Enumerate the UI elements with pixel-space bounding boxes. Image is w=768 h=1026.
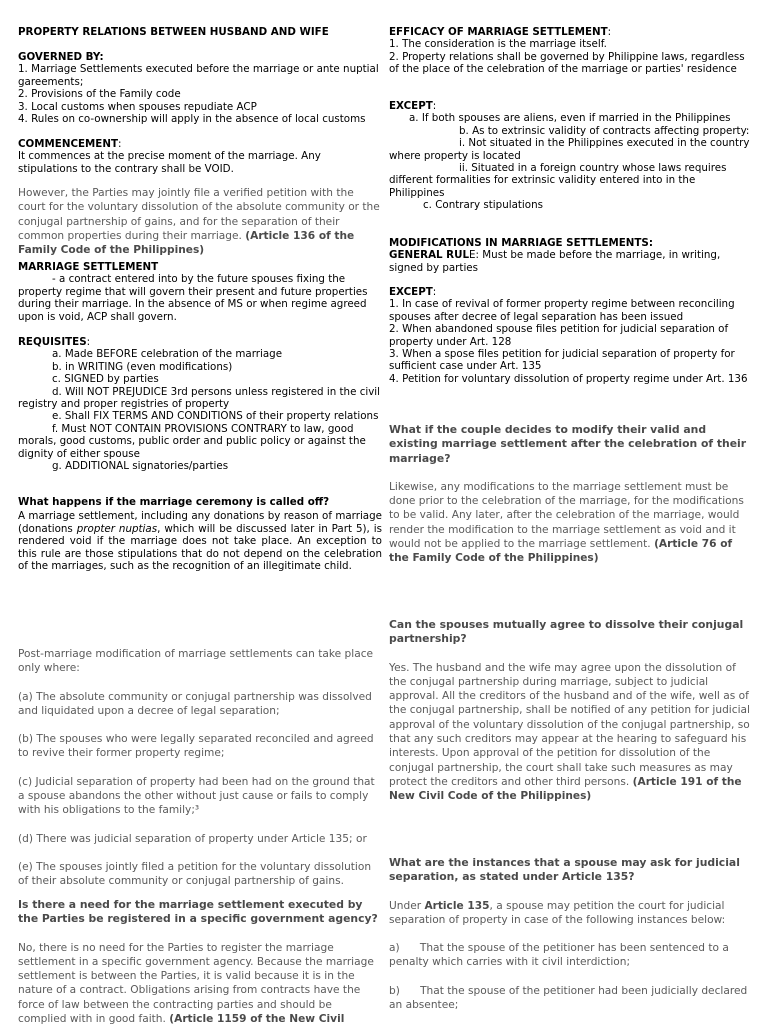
marriage-settlement-heading: MARRIAGE SETTLEMENT — [18, 261, 159, 273]
except-heading-1: EXCEPT — [389, 100, 433, 112]
efficacy-item: 2. Property relations shall be governed by Philippine laws, regardless of the place of the celebration of the marriage or parties' residence — [389, 50, 745, 76]
post-marriage-item-e: (e) The spouses jointly filed a petition for the voluntary dissolution of their absolute community or conjugal partnership of gains. — [18, 860, 372, 888]
register-text: No, there is no need for the Parties to register the marriage settlement in a specific government agency. Because the marriage settlement is between the Parties, it is valid because it is in the nature of a contract. Obligations arising from contracts have the force of law between the contracting parties and should be complied with in good faith. — [18, 941, 374, 1026]
requisite-item: g. ADDITIONAL signatories/parties — [52, 460, 229, 473]
modifications-section — [389, 237, 751, 274]
article-136-citation: (Article 136 of the Family Code of the Philippines) — [18, 229, 355, 257]
called-off-question: What happens if the marriage ceremony is called off? — [18, 496, 330, 508]
modify-question: What if the couple decides to modify their valid and existing marriage settlement after the celebration of their marriage? — [389, 423, 747, 465]
post-marriage-item-d: (d) There was judicial separation of property under Article 135; or — [18, 832, 367, 845]
governed-item: 3. Local customs when spouses repudiate ACP — [18, 100, 257, 113]
post-marriage-intro: Post-marriage modification of marriage settlements can take place only where: — [18, 648, 374, 675]
commencement-section: COMMENCEMENT: It commences at the precise moment of the marriage. Any stipulations to the contrary shall be VOID. — [18, 138, 382, 175]
except-item-ii: ii. Situated in a foreign country whose laws requires different formalities for extrinsic validity entered into in the Philippines — [389, 162, 727, 199]
marriage-settlement-section — [18, 261, 382, 323]
except-heading-2: EXCEPT — [389, 286, 433, 298]
except-item-b: b. As to extrinsic validity of contracts affecting property: — [459, 124, 750, 137]
instance-a-label: a) — [389, 942, 400, 955]
modify-answer: Likewise, any modifications to the marriage settlement must be done prior to the celebration of the marriage, for the modifications to be valid. Any later, after the celebration of the marriage, would render the modification to the marriage settlement as void and it would not be applied to the marriage settlement. — [389, 480, 744, 551]
instance-b-text: That the spouse of the petitioner had been judicially declared an absentee; — [389, 984, 748, 1012]
article-76-citation: (Article 76 of the Family Code of the Philippines) — [389, 538, 733, 565]
judicial-intro: Under — [389, 899, 425, 912]
requisite-item: d. Will NOT PREJUDICE 3rd persons unless registered in the civil registry and proper registries of property — [18, 385, 381, 411]
marriage-settlement-text: - a contract entered into by the future spouses fixing the property regime that will govern their present and future properties during their marriage. In the absence of MS or when regime agreed upon is void, ACP shall govern. — [18, 273, 368, 323]
governed-item: 4. Rules on co-ownership will apply in the absence of local customs — [18, 113, 366, 126]
requisite-item: b. in WRITING (even modifications) — [52, 360, 233, 373]
however-text: However, the Parties may jointly file a verified petition with the court for the voluntary dissolution of the absolute community or the conjugal partnership of gains, and for the separation of their common properties during their marriage. — [18, 187, 380, 242]
general-rule-label: GENERAL RUL — [389, 249, 470, 262]
dissolve-question: Can the spouses mutually agree to dissolve their conjugal partnership? — [389, 618, 744, 646]
efficacy-heading: EFFICACY OF MARRIAGE SETTLEMENT — [389, 26, 608, 38]
propter-nuptias-term: propter nuptias — [76, 522, 158, 535]
commencement-heading: COMMENCEMENT — [18, 138, 118, 150]
post-marriage-item-c: (c) Judicial separation of property had been had on the ground that a spouse abandons the other without just cause or fails to comply with his obligations to the family;³ — [18, 775, 375, 817]
governed-by-section — [18, 51, 382, 125]
requisites-section: REQUISITES: a. Made BEFORE celebration of the marriage b. in WRITING (even modifications) c. SIGNED by parties d. Will NOT PREJUDICE 3rd persons unless registered in the civil registry and proper registries of property e. Shall FIX TERMS AND CONDITIONS of their property relations f. Must NOT CONTAIN PROVISIONS CONTRARY to law, good morals, good customs, public order and public policy or against the dignity of either spouse g. ADDITIONAL signatories/parties — [18, 336, 381, 473]
dissolve-question-section — [389, 618, 751, 804]
modifications-heading: MODIFICATIONS IN MARRIAGE SETTLEMENTS: — [389, 237, 653, 249]
except-item-c: c. Contrary stipulations — [423, 199, 543, 212]
judicial-question: What are the instances that a spouse may ask for judicial separation, as stated under Article 135? — [389, 856, 740, 884]
efficacy-item: 1. The consideration is the marriage itself. — [389, 38, 607, 51]
commencement-text: It commences at the precise moment of the marriage. Any stipulations to the contrary shall be VOID. — [18, 150, 321, 175]
register-question: Is there a need for the marriage settlement executed by the Parties be registered in a specific government agency? — [18, 898, 378, 926]
except-item-a: a. If both spouses are aliens, even if married in the Philippines — [409, 112, 731, 125]
called-off-text-cont: , which will be discussed later in Part 5), is rendered void if the marriage does not take place. An exception to this rule are those stipulations that do not depend on the celebration of the marriages, such as the recognition of an illegitimate child. — [18, 522, 382, 573]
post-marriage-section — [18, 647, 382, 889]
except2-item: 3. When a spose files petition for judicial separation of property for sufficient case under Art. 135 — [389, 348, 735, 373]
except2-item: 2. When abandoned spouse files petition for judicial separation of property under Art. 128 — [389, 323, 729, 348]
governed-item: 1. Marriage Settlements executed before the marriage or ante nuptial gareements; — [18, 63, 379, 88]
article-1159-citation: (Article 1159 of the New Civil — [169, 1013, 345, 1026]
except-section-2: EXCEPT: 1. In case of revival of former property regime between reconciling spouses after decree of legal separation has been issued 2. When abandoned spouse files petition for judicial separation of property under Art. 128 3. When a spose files petition for judicial separation of property for sufficient case under Art. 135 4. Petition for voluntary dissolution of property regime under Art. 136 — [389, 286, 751, 385]
post-marriage-item-a: (a) The absolute community or conjugal partnership was dissolved and liquidated upon a decree of legal separation; — [18, 690, 372, 717]
instance-a-text: That the spouse of the petitioner has been sentenced to a penalty which carries with it civil interdiction; — [389, 942, 729, 969]
called-off-text: A marriage settlement, including any donations by reason of marriage (donations — [18, 510, 382, 535]
page-title: PROPERTY RELATIONS BETWEEN HUSBAND AND WIFE — [18, 26, 329, 38]
however-paragraph — [18, 186, 382, 257]
register-section — [18, 898, 382, 1026]
dissolve-answer: Yes. The husband and the wife may agree upon the dissolution of the conjugal partnership during marriage, subject to judicial approval. All the creditors of the husband and of the wife, well as of the conjugal partnership, shall be notified of any petition for judicial approval of the voluntary dissolution of the conjugal partnership, so that any such creditors may appear at the hearing to safeguard his interests. Upon approval of the petition for dissolution of the conjugal partnership, the court shall take such measures as may protect the creditors and other third persons. — [389, 661, 750, 788]
requisites-heading: REQUISITES — [18, 336, 87, 348]
except2-item: 4. Petition for voluntary dissolution of property regime under Art. 136 — [389, 372, 748, 385]
governed-item: 2. Provisions of the Family code — [18, 88, 181, 101]
judicial-question-section — [389, 856, 751, 1012]
post-marriage-item-b: (b) The spouses who were legally separated reconciled and agreed to revive their former property regime; — [18, 733, 374, 760]
requisite-item: e. Shall FIX TERMS AND CONDITIONS of their property relations — [52, 410, 379, 423]
except2-item: 1. In case of revival of former property regime between reconciling spouses after decree of legal separation has been issued — [389, 298, 735, 323]
except-item-i: i. Not situated in the Philippines executed in the country where property is located — [389, 137, 750, 162]
governed-by-heading: GOVERNED BY: — [18, 51, 104, 63]
requisite-item: a. Made BEFORE celebration of the marriage — [52, 348, 283, 361]
called-off-section — [18, 496, 382, 572]
judicial-intro-cont: , a spouse may petition the court for judicial separation of property in case of the following instances below: — [389, 899, 726, 926]
efficacy-section: EFFICACY OF MARRIAGE SETTLEMENT: 1. The consideration is the marriage itself. 2. Property relations shall be governed by Philippine laws, regardless of the place of the celebration of the marriage or parties' residence — [389, 26, 751, 76]
requisite-item: c. SIGNED by parties — [52, 373, 159, 386]
general-rule-text: E: Must be made before the marriage, in writing, signed by parties — [389, 249, 721, 274]
article-191-citation: (Article 191 of the New Civil Code of the Philippines) — [389, 775, 742, 803]
except-section-1: EXCEPT: a. If both spouses are aliens, even if married in the Philippines b. As to extrinsic validity of contracts affecting property: i. Not situated in the Philippines executed in the country where property is located ii. Situated in a foreign country whose laws requires different formalities for extrinsic validity entered into in the Philippines c. Contrary stipulations — [389, 100, 750, 212]
instance-b-label: b) — [389, 984, 400, 997]
article-135-ref: Article 135 — [424, 899, 490, 912]
modify-question-section — [389, 423, 751, 566]
requisite-item: f. Must NOT CONTAIN PROVISIONS CONTRARY to law, good morals, good customs, public order and public policy or against the dignity of either spouse — [18, 422, 366, 460]
